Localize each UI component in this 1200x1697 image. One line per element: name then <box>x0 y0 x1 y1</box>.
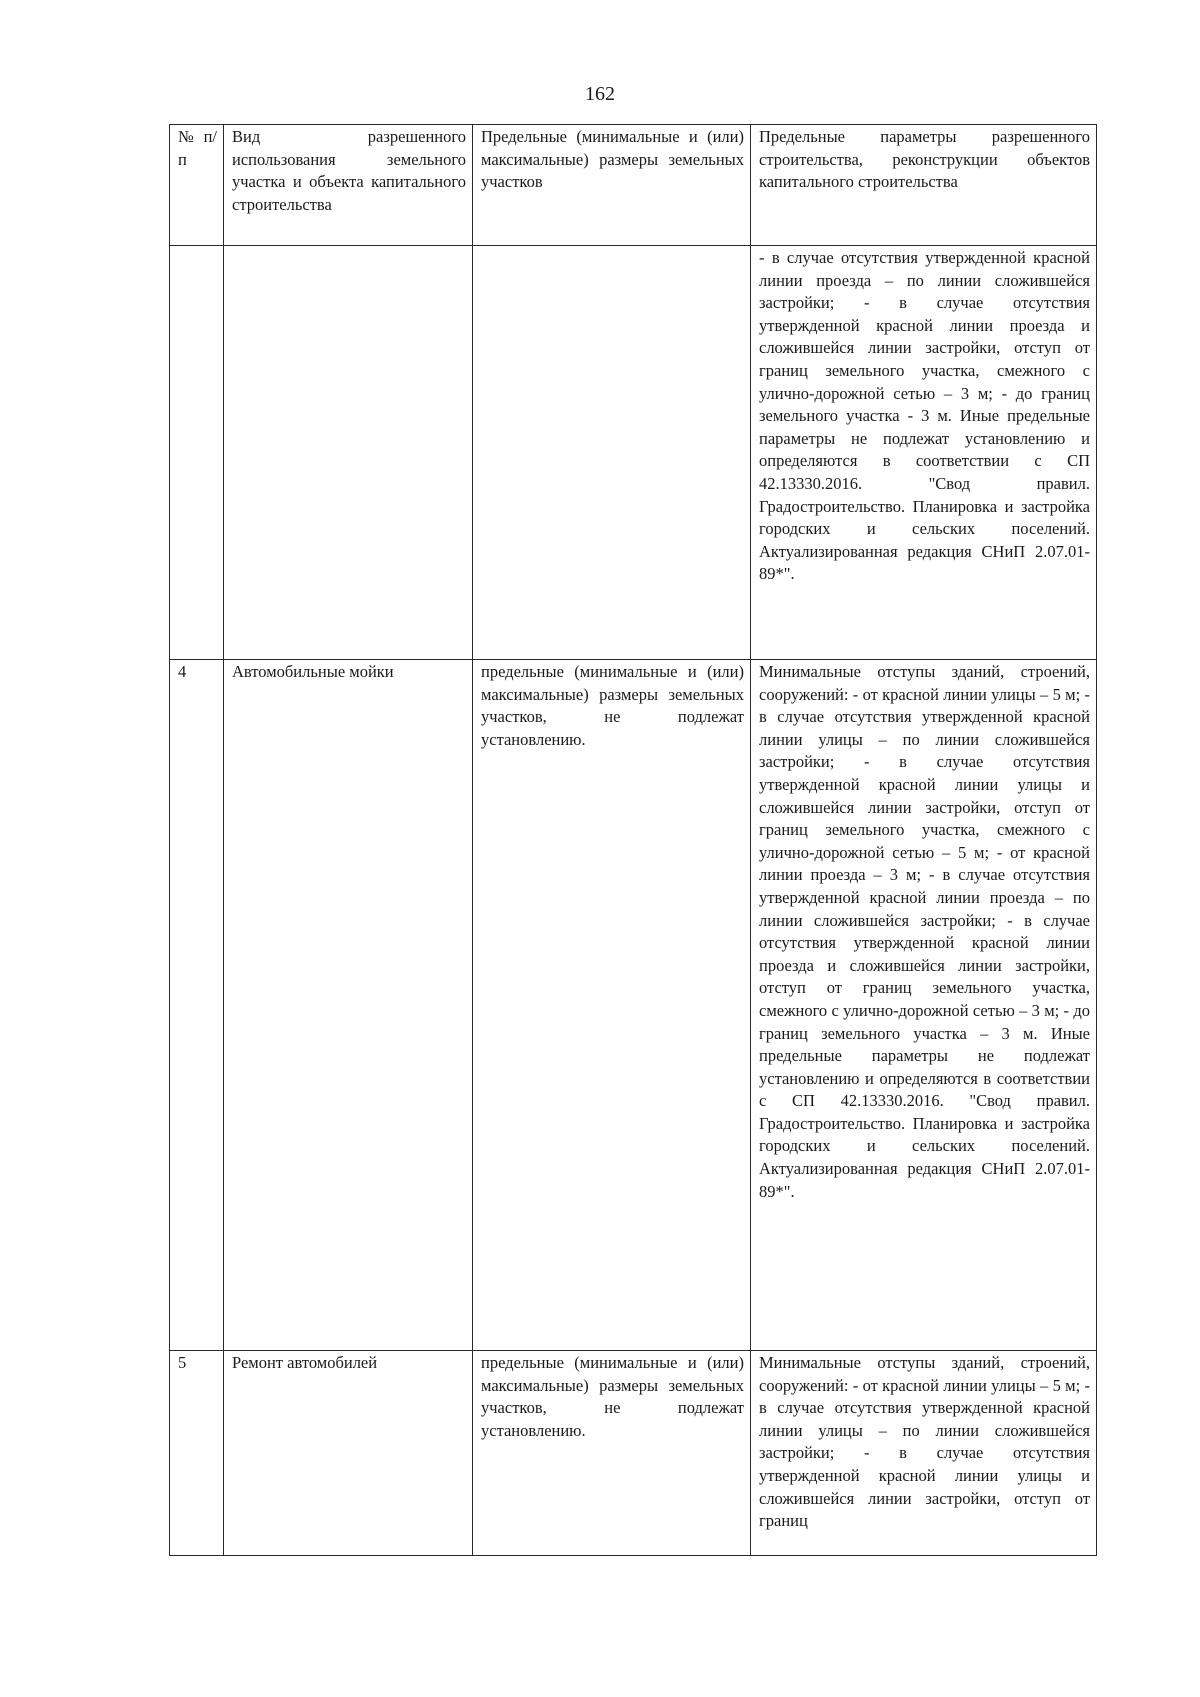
row-params: Минимальные отступы зданий, строений, сооружений: - от красной линии улицы – 5 м; - в случае отсутствия утвержденной красной линии улицы – по линии сложившейся застройки; - в случае отсутствия утвержденной красной линии улицы и сложившейся линии застройки, отступ от границ <box>751 1351 1097 1556</box>
table-row <box>170 246 1097 660</box>
header-plot-sizes: Предельные (минимальные и (или) максимальные) размеры земельных участков <box>473 125 751 246</box>
table-row <box>170 1351 1097 1556</box>
row-params: Минимальные отступы зданий, строений, сооружений: - от красной линии улицы – 5 м; - в случае отсутствия утвержденной красной линии улицы – по линии сложившейся застройки; - в случае отсутствия утвержденной красной линии улицы и сложившейся линии застройки, отступ от границ земельного участка, смежного с улично-дорожной сетью – 5 м; - от красной линии проезда – 3 м; - в случае отсутствия утвержденной красной линии проезда – по линии сложившейся застройки; - в случае отсутствия утвержденной красной линии проезда и сложившейся линии застройки, отступ от границ земельного участка, смежного с улично-дорожной сетью – 3 м; - до границ земельного участка – 3 м. Иные предельные параметры не подлежат установлению и определяются в соответствии с СП 42.13330.2016. "Свод правил. Градостроительство. Планировка и застройка городских и сельских поселений. Актуализированная редакция СНиП 2.07.01-89*". <box>751 660 1097 1351</box>
row-plot-sizes: предельные (минимальные и (или) максимальные) размеры земельных участков, не подлежат установлению. <box>473 1351 751 1556</box>
header-params: Предельные параметры разрешенного строительства, реконструкции объектов капитального строительства <box>751 125 1097 246</box>
row-plot-sizes: предельные (минимальные и (или) максимальные) размеры земельных участков, не подлежат установлению. <box>473 660 751 1351</box>
header-use-type: Вид разрешенного использования земельного участка и объекта капитального строительства <box>224 125 473 246</box>
row-number: 4 <box>170 660 224 1351</box>
row-plot-sizes <box>473 246 751 660</box>
table-header-row <box>170 125 1097 246</box>
row-number <box>170 246 224 660</box>
row-params: - в случае отсутствия утвержденной красной линии проезда – по линии сложившейся застройки; - в случае отсутствия утвержденной красной линии проезда и сложившейся линии застройки, отступ от границ земельного участка, смежного с улично-дорожной сетью – 3 м; - до границ земельного участка - 3 м. Иные предельные параметры не подлежат установлению и определяются в соответствии с СП 42.13330.2016. "Свод правил. Градостроительство. Планировка и застройка городских и сельских поселений. Актуализированная редакция СНиП 2.07.01-89*". <box>751 246 1097 660</box>
header-number: № п/п <box>170 125 224 246</box>
row-number: 5 <box>170 1351 224 1556</box>
page-number: 162 <box>585 83 615 105</box>
row-use-type: Автомобильные мойки <box>224 660 473 1351</box>
row-use-type <box>224 246 473 660</box>
row-use-type: Ремонт автомобилей <box>224 1351 473 1556</box>
regulations-table <box>169 124 1097 1556</box>
table-row <box>170 660 1097 1351</box>
